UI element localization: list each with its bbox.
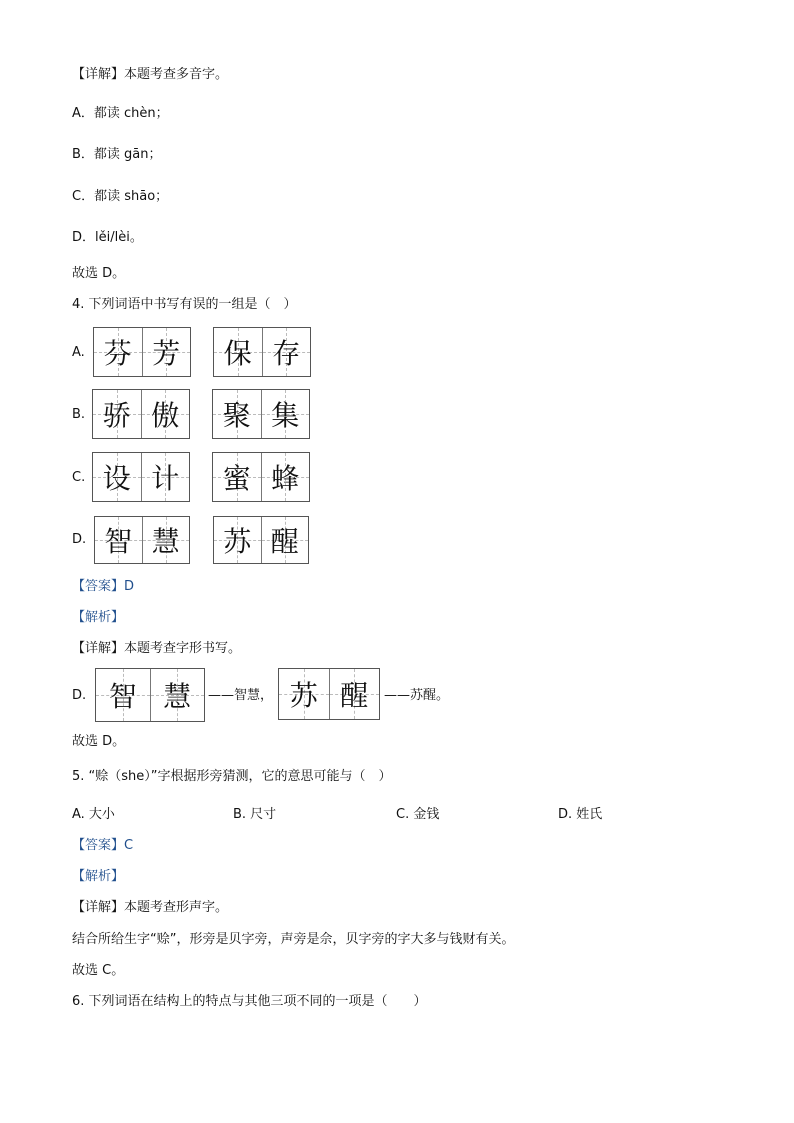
char-cell: 设 [93,453,141,501]
q5-option-a: A. 大小 [72,807,115,822]
q5-select: 故选 C。 [72,963,125,978]
q4-explain-word1-grid [95,668,205,722]
q5-explain: 结合所给生字“赊”，形旁是贝字旁，声旁是佘，贝字旁的字大多与钱财有关。 [72,932,515,947]
char-cell: 集 [261,390,310,438]
q5-detail: 【详解】本题考查形声字。 [72,900,229,915]
q4-option-d-label: D. [72,532,87,547]
q4-option-a-word2-grid [213,327,311,377]
q4-option-c-word2-grid [212,452,310,502]
char-cell: 蜂 [261,453,310,501]
char-cell: 芬 [94,328,142,376]
q3-option-b-explain: B．都读 gān； [72,147,162,162]
q3-option-a-explain: A．都读 chèn； [72,106,169,121]
char-cell: 智 [96,669,150,721]
q4-option-a-word1-grid [93,327,191,377]
q4-explain-text1: ——智慧， [208,688,274,703]
q4-option-b-word1-grid [92,389,190,439]
char-cell: 苏 [214,517,261,563]
char-cell: 聚 [213,390,261,438]
char-cell: 蜜 [213,453,261,501]
char-cell: 骄 [93,390,141,438]
q6-title: 6. 下列词语在结构上的特点与其他三项不同的一项是（ ） [72,994,427,1009]
char-cell: 醒 [261,517,309,563]
q4-title: 4. 下列词语中书写有误的一组是（ ） [72,297,297,312]
q4-option-d-word1-grid [94,516,190,564]
q5-analysis: 【解析】 [72,869,125,884]
q5-title: 5. “赊（she）”字根据形旁猜测，它的意思可能与（ ） [72,769,392,784]
q4-option-b-label: B. [72,407,86,422]
q4-explain-word2-grid [278,668,380,720]
q4-option-b-word2-grid [212,389,310,439]
char-cell: 保 [214,328,262,376]
q5-option-b: B. 尺寸 [233,807,277,822]
q5-answer: 【答案】C [72,838,134,853]
q4-analysis: 【解析】 [72,610,125,625]
q3-detail: 【详解】本题考查多音字。 [72,67,229,82]
char-cell: 慧 [142,517,190,563]
char-cell: 醒 [329,669,380,719]
q3-option-c-explain: C．都读 shāo； [72,189,169,204]
char-cell: 慧 [150,669,205,721]
char-cell: 智 [95,517,142,563]
char-cell: 苏 [279,669,329,719]
char-cell: 傲 [141,390,190,438]
q5-option-d: D. 姓氏 [558,807,603,822]
q3-option-d-explain: D．lěi/lèi。 [72,230,143,245]
q5-option-c: C. 金钱 [396,807,440,822]
q4-select: 故选 D。 [72,734,126,749]
char-cell: 存 [262,328,311,376]
q3-select: 故选 D。 [72,266,126,281]
q4-option-a-label: A. [72,345,85,360]
q4-explain-text2: ——苏醒。 [384,688,450,703]
q4-detail: 【详解】本题考查字形书写。 [72,641,242,656]
q4-explain-label: D. [72,688,87,703]
q4-answer: 【答案】D [72,579,135,594]
q4-option-c-label: C. [72,470,86,485]
char-cell: 计 [141,453,190,501]
q4-option-c-word1-grid [92,452,190,502]
char-cell: 芳 [142,328,191,376]
q4-option-d-word2-grid [213,516,309,564]
